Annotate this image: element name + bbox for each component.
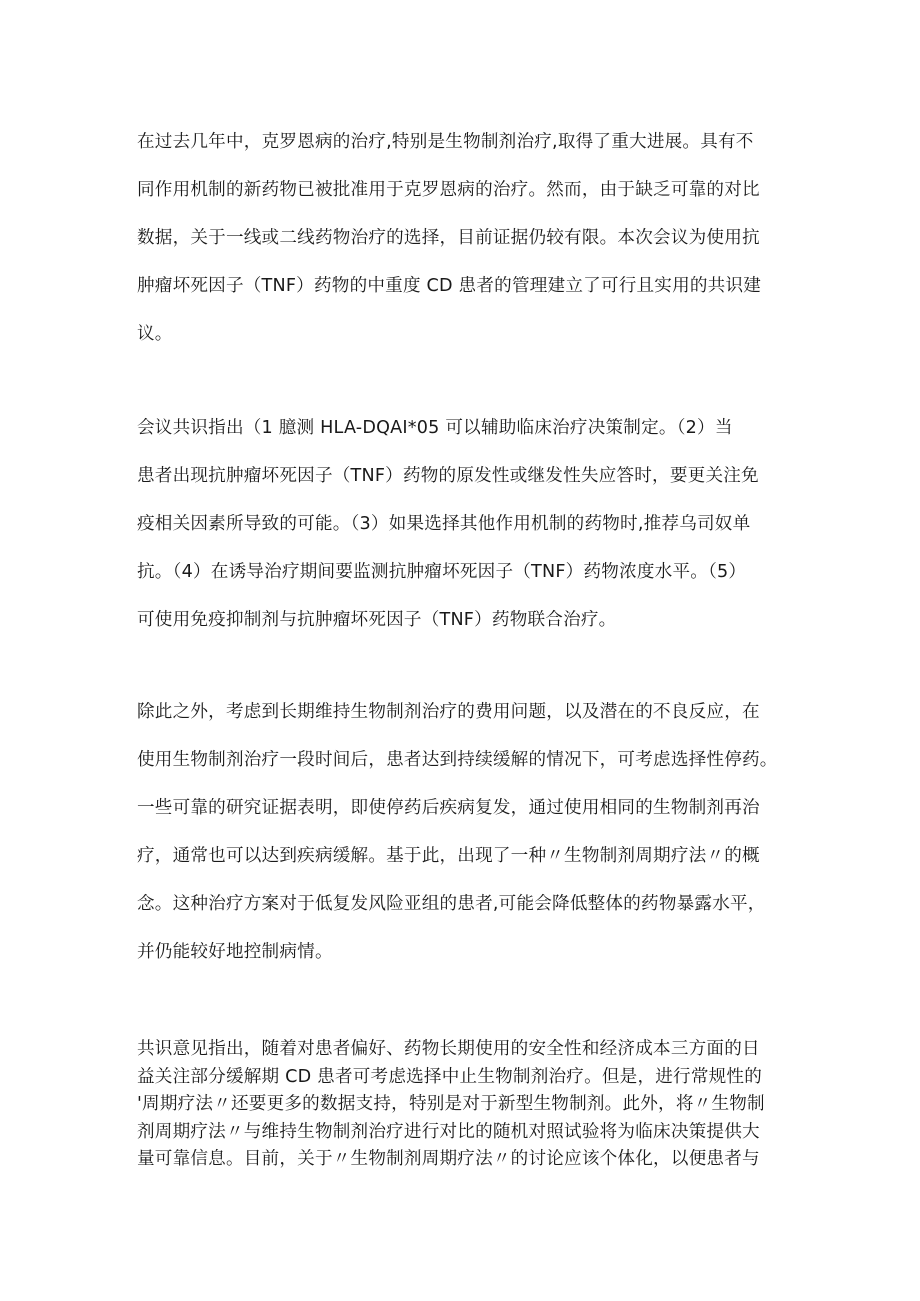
text-line: 数据，关于一线或二线药物治疗的选择，目前证据仍较有限。本次会议为使用抗: [137, 228, 760, 248]
text-line: 患者出现抗肿瘤坏死因子（TNF）药物的原发性或继发性失应答时，要更关注免: [137, 466, 759, 486]
text-line: 益关注部分缓解期 CD 患者可考虑选择中止生物制剂治疗。但是，进行常规性的: [137, 1066, 763, 1087]
text-line: 念。这种治疗方案对于低复发风险亚组的患者,可能会降低整体的药物暴露水平，: [137, 894, 766, 914]
text-line: 共识意见指出，随着对患者偏好、药物长期使用的安全性和经济成本三方面的日: [137, 1039, 760, 1059]
text-line: 肿瘤坏死因子（TNF）药物的中重度 CD 患者的管理建立了可行且实用的共识建: [137, 276, 762, 296]
text-line: '周期疗法〃还要更多的数据支持，特别是对于新型生物制剂。此外，将〃生物制: [137, 1094, 765, 1114]
text-line: 可使用免疫抑制剂与抗肿瘤坏死因子（TNF）药物联合治疗。: [137, 610, 617, 630]
text-line: 疗，通常也可以达到疾病缓解。基于此，出现了一种〃生物制剂周期疗法〃的概: [137, 846, 760, 866]
text-line: 会议共识指出（1 臆测 HLA-DQAI*05 可以辅助临床治疗决策制定。（2）当: [137, 418, 733, 438]
paragraph-cycling-therapy: [137, 1036, 797, 1174]
text-line: 在过去几年中，克罗恩病的治疗,特别是生物制剂治疗,取得了重大进展。具有不: [137, 132, 754, 152]
text-line: 议。: [137, 324, 173, 344]
text-line: 剂周期疗法〃与维持生物制剂治疗进行对比的随机对照试验将为临床决策提供大: [137, 1121, 760, 1142]
text-line: 量可靠信息。目前，关于〃生物制剂周期疗法〃的讨论应该个体化，以便患者与: [137, 1149, 760, 1169]
text-line: 同作用机制的新药物已被批准用于克罗恩病的治疗。然而，由于缺乏可靠的对比: [137, 180, 760, 200]
text-line: 除此之外，考虑到长期维持生物制剂治疗的费用问题，以及潜在的不良反应，在: [137, 702, 760, 722]
text-line: 抗。（4）在诱导治疗期间要监测抗肿瘤坏死因子（TNF）药物浓度水平。（5）: [137, 562, 747, 582]
paragraph-consensus-points: [137, 404, 797, 644]
paragraph-drug-withdrawal: [137, 688, 797, 976]
text-line: 并仍能较好地控制病情。: [137, 942, 333, 962]
text-line: 使用生物制剂治疗一段时间后，患者达到持续缓解的情况下，可考虑选择性停药。: [137, 750, 778, 770]
paragraph-intro: [137, 118, 797, 358]
text-line: 疫相关因素所导致的可能。（3）如果选择其他作用机制的药物时,推荐乌司奴单: [137, 514, 751, 534]
text-line: 一些可靠的研究证据表明，即使停药后疾病复发，通过使用相同的生物制剂再治: [137, 798, 760, 818]
